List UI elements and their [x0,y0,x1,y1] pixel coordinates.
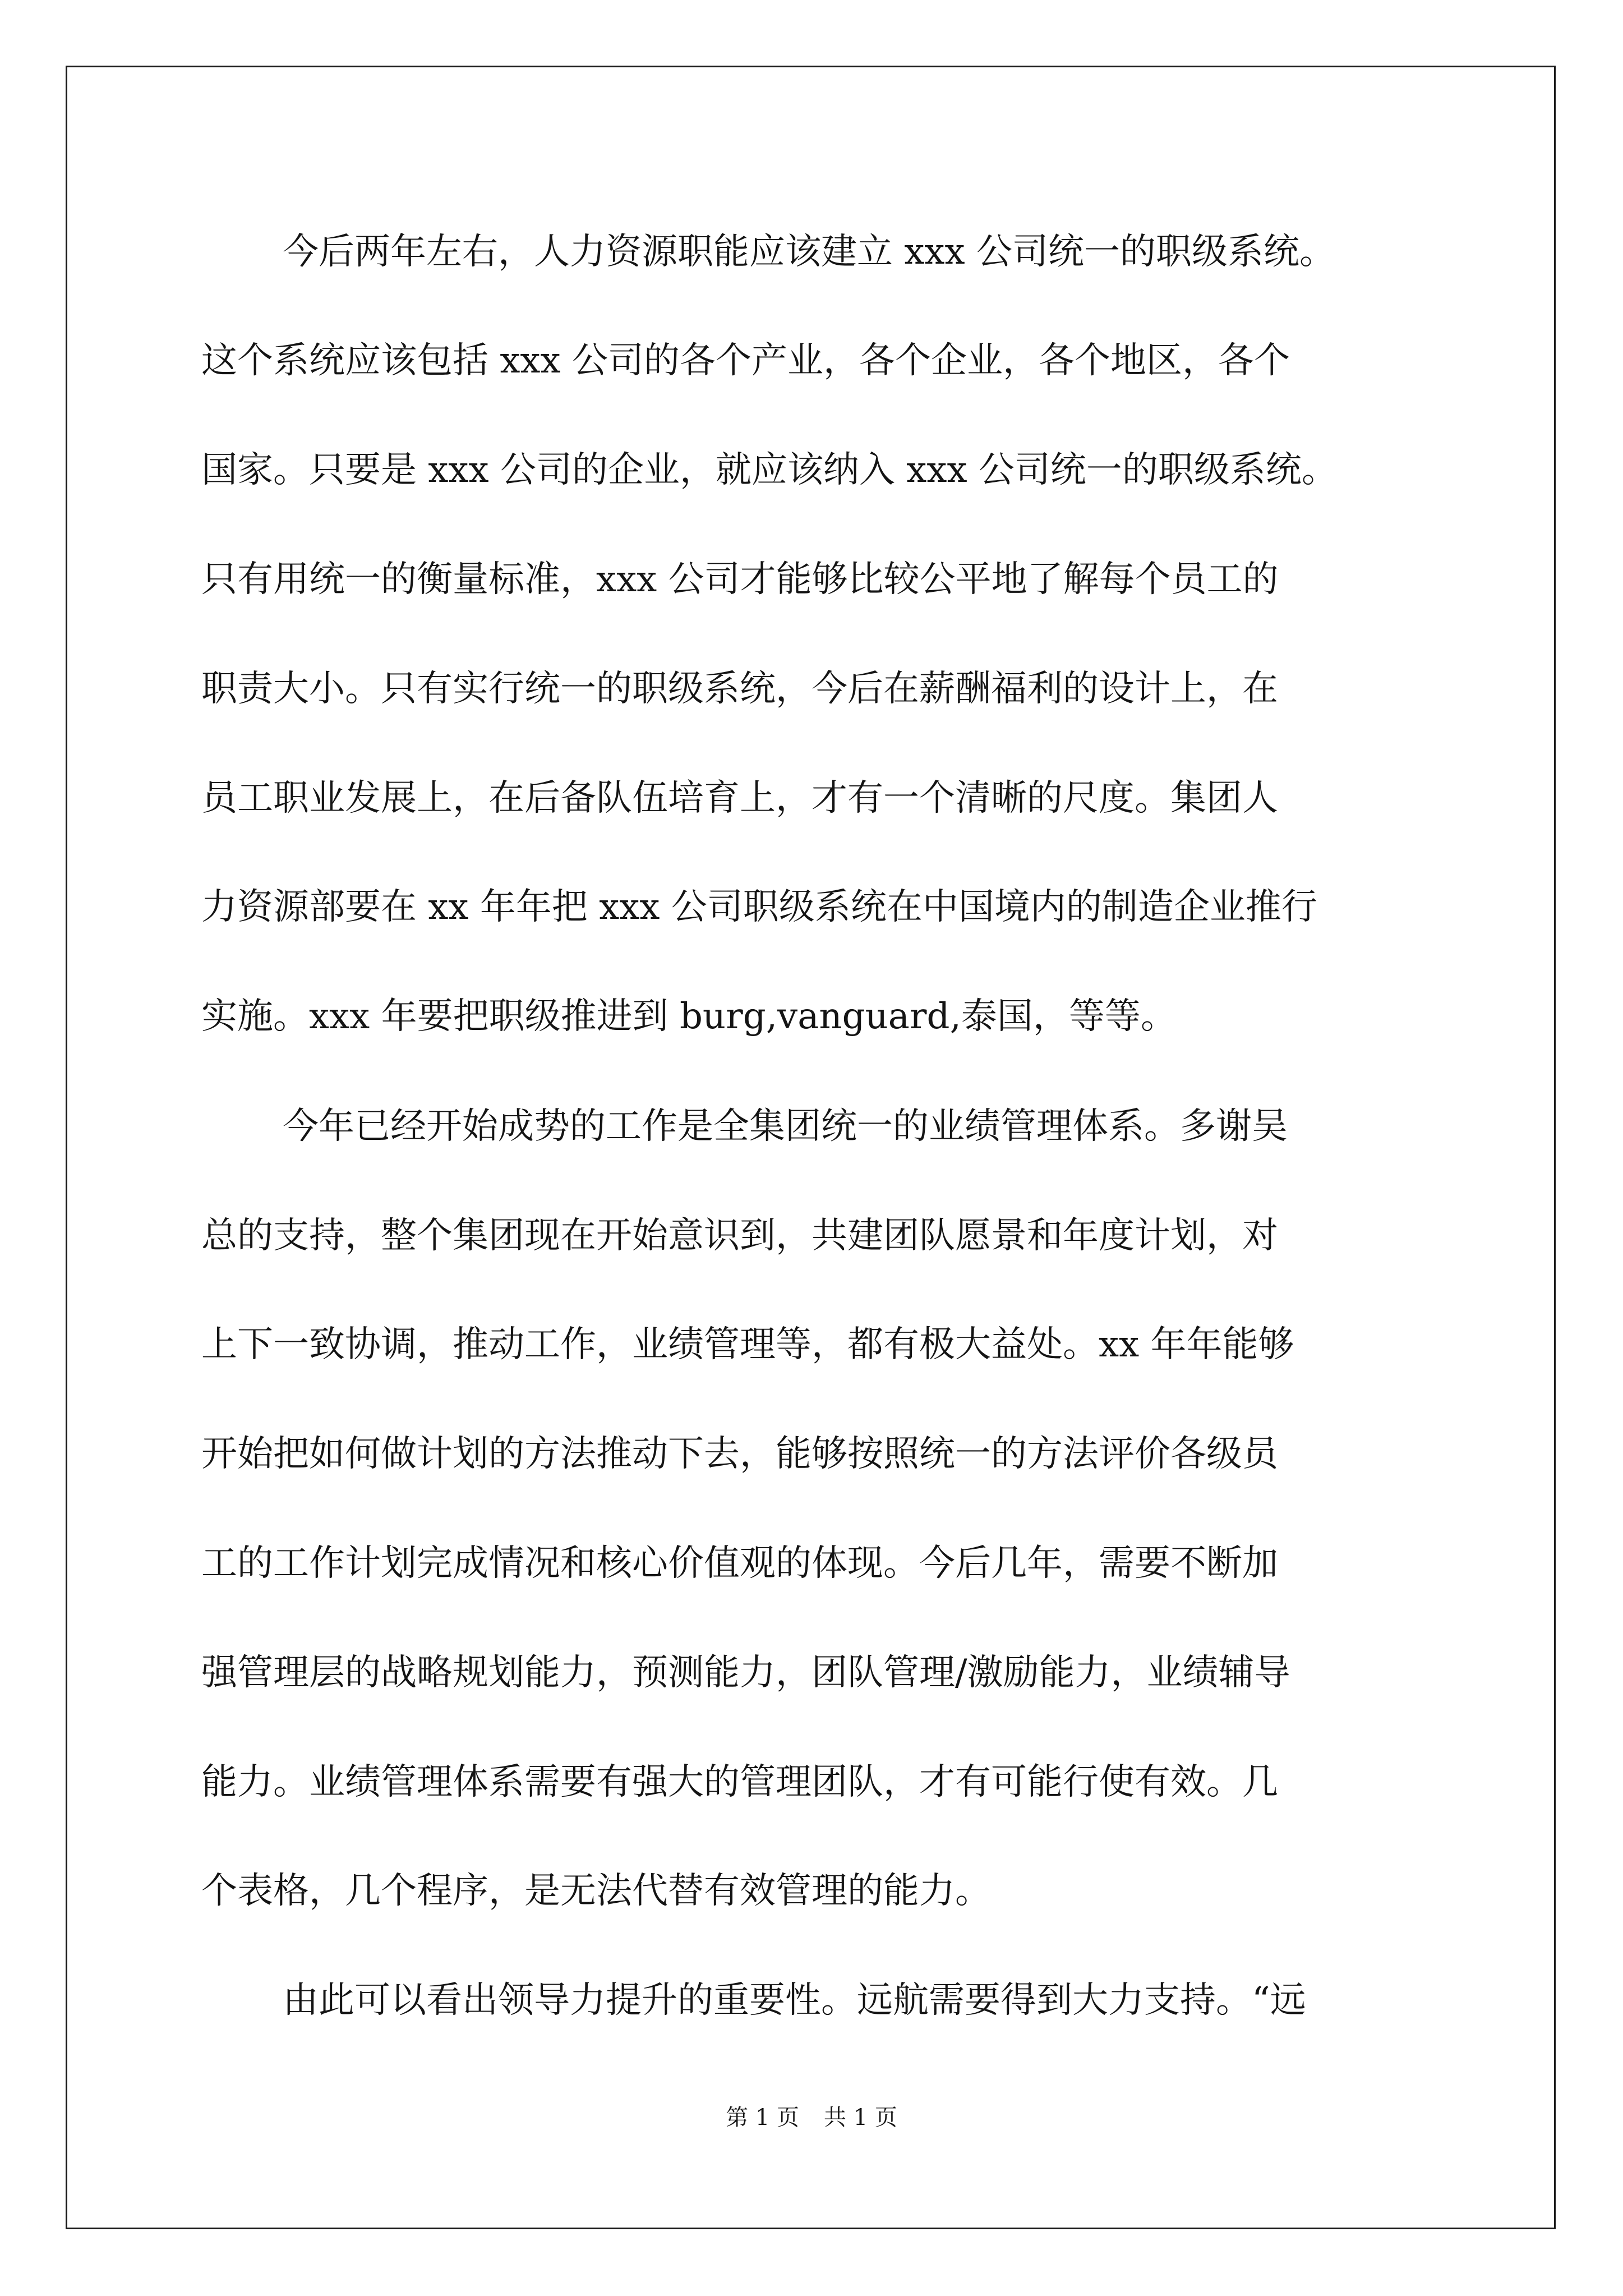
paragraph-2-line-5: 工的工作计划完成情况和核心价值观的体现。今后几年，需要不断加 [201,1543,1278,1584]
page-footer [0,2101,1623,2134]
page-number: 第 1 页 [726,2105,799,2131]
paragraph-1-line-5: 职责大小。只有实行统一的职级系统，今后在薪酬福利的设计上，在 [201,668,1278,710]
paragraph-2-line-3: 上下一致协调，推动工作，业绩管理等，都有极大益处。xx 年年能够 [201,1324,1294,1365]
paragraph-2-line-2: 总的支持，整个集团现在开始意识到，共建团队愿景和年度计划，对 [201,1215,1278,1257]
paragraph-1-line-4: 只有用统一的衡量标准，xxx 公司才能够比较公平地了解每个员工的 [201,559,1279,600]
paragraph-2-line-8: 个表格，几个程序，是无法代替有效管理的能力。 [201,1870,991,1912]
paragraph-2-line-4: 开始把如何做计划的方法推动下去，能够按照统一的方法评价各级员 [201,1433,1278,1475]
paragraph-2-line-7: 能力。业绩管理体系需要有强大的管理团队，才有可能行使有效。几 [201,1761,1278,1803]
paragraph-1-line-7: 力资源部要在 xx 年年把 xxx 公司职级系统在中国境内的制造企业推行 [201,886,1317,928]
paragraph-2-line-1: 今年已经开始成势的工作是全集团统一的业绩管理体系。多谢吴 [283,1106,1288,1147]
paragraph-1-line-1: 今后两年左右，人力资源职能应该建立 xxx 公司统一的职级系统。 [283,231,1335,273]
paragraph-3-line-1: 由此可以看出领导力提升的重要性。远航需要得到大力支持。“远 [283,1980,1306,2021]
page-total: 共 1 页 [824,2105,897,2131]
paragraph-1-line-8: 实施。xxx 年要把职级推进到 burg,vanguard,泰国，等等。 [201,996,1177,1037]
paragraph-2-line-6: 强管理层的战略规划能力，预测能力，团队管理/激励能力，业绩辅导 [201,1652,1290,1694]
paragraph-1-line-6: 员工职业发展上，在后备队伍培育上，才有一个清晰的尺度。集团人 [201,777,1278,819]
paragraph-1-line-3: 国家。只要是 xxx 公司的企业，就应该纳入 xxx 公司统一的职级系统。 [201,449,1338,491]
paragraph-1-line-2: 这个系统应该包括 xxx 公司的各个产业，各个企业，各个地区，各个 [201,340,1290,381]
